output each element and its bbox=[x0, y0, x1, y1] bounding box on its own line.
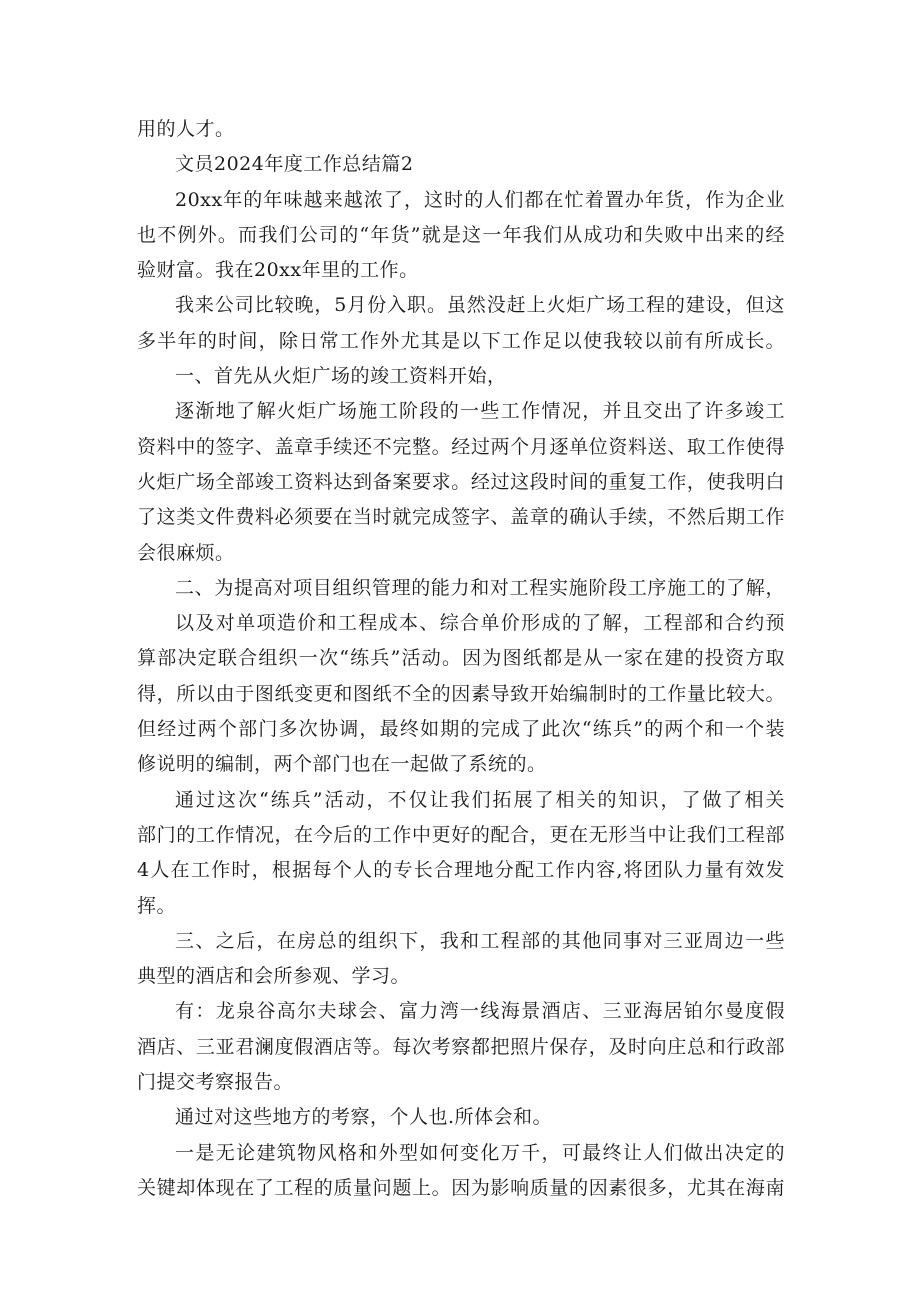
text-line: 门提交考察报告。 bbox=[137, 1071, 294, 1094]
text-line: 有：龙泉谷高尔夫球会、富力湾一线海景酒店、三亚海居铂尔曼度假 bbox=[175, 1000, 785, 1023]
text-line: 挥。 bbox=[137, 894, 177, 917]
text-line: 多半年的时间，除日常工作外尤其是以下工作足以使我较以前有所成长。 bbox=[137, 329, 785, 352]
text-line: 得，所以由于图纸变更和图纸不全的因素导致开始编制时的工作量比较大。 bbox=[137, 682, 785, 705]
document-body bbox=[137, 112, 785, 1206]
text-line: 资料中的签字、盖章手续还不完整。经过两个月逐单位资料送、取工作使得 bbox=[137, 435, 785, 458]
text-line: 验财富。我在20xx年里的工作。 bbox=[137, 259, 419, 282]
text-line: 火炬广场全部竣工资料达到备案要求。经过这段时间的重复工作，使我明白 bbox=[137, 470, 785, 493]
text-line: 也不例外。而我们公司的“年货”就是这一年我们从成功和失败中出来的经 bbox=[137, 223, 785, 246]
text-line: 会很麻烦。 bbox=[137, 541, 235, 564]
text-line: 三、之后，在房总的组织下，我和工程部的其他同事对三亚周边一些 bbox=[175, 929, 785, 952]
text-line: 文员2024年度工作总结篇2 bbox=[175, 153, 414, 176]
text-line: 一、首先从火炬广场的竣工资料开始， bbox=[175, 365, 507, 388]
text-line: 但经过两个部门多次协调，最终如期的完成了此次“练兵”的两个和一个装 bbox=[137, 718, 785, 741]
text-line: 二、为提高对项目组织管理的能力和对工程实施阶段工序施工的了解， bbox=[175, 576, 785, 599]
text-line: 通过对这些地方的考察，个人也.所体会和。 bbox=[175, 1106, 553, 1129]
text-line: 部门的工作情况，在今后的工作中更好的配合，更在无形当中让我们工程部 bbox=[137, 823, 785, 846]
text-line: 用的人才。 bbox=[137, 118, 235, 140]
text-line: 逐渐地了解火炬广场施工阶段的一些工作情况，并且交出了许多竣工 bbox=[175, 400, 785, 423]
text-line: 酒店、三亚君澜度假酒店等。每次考察都把照片保存，及时向庄总和行政部 bbox=[137, 1035, 785, 1058]
text-line: 以及对单项造价和工程成本、综合单价形成的了解，工程部和合约预 bbox=[175, 612, 785, 635]
text-line: 典型的酒店和会所参观、学习。 bbox=[137, 965, 411, 988]
text-line: 我来公司比较晚，5月份入职。虽然没赶上火炬广场工程的建设，但这 bbox=[175, 294, 785, 317]
text-line: 4人在工作时，根据每个人的专长合理地分配工作内容,将团队力量有效发 bbox=[137, 859, 785, 882]
text-line: 关键却体现在了工程的质量问题上。因为影响质量的因素很多，尤其在海南 bbox=[137, 1176, 785, 1199]
text-line: 修说明的编制，两个部门也在一起做了系统的。 bbox=[137, 753, 547, 776]
text-line: 一是无论建筑物风格和外型如何变化万千，可最终让人们做出决定的 bbox=[175, 1141, 785, 1164]
text-line: 了这类文件费料必须要在当时就完成签字、盖章的确认手续，不然后期工作 bbox=[137, 506, 785, 529]
text-line: 通过这次“练兵”活动，不仅让我们拓展了相关的知识，了做了相关 bbox=[175, 788, 785, 811]
text-line: 算部决定联合组织一次“练兵”活动。因为图纸都是从一家在建的投资方取 bbox=[137, 647, 785, 670]
text-line: 20xx年的年味越来越浓了，这时的人们都在忙着置办年货，作为企业 bbox=[175, 188, 785, 211]
